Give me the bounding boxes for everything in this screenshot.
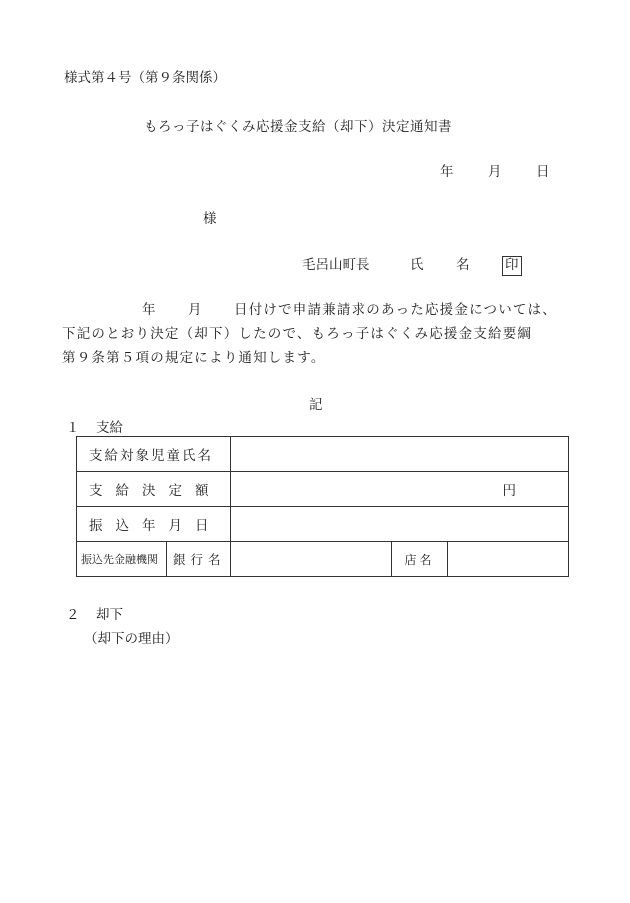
section-1-label: 支給 [96, 420, 123, 436]
body-line-2: 下記のとおり決定（却下）したので、もろっ子はぐくみ応援金支給要綱 [62, 326, 533, 342]
seal-mark: 印 [502, 256, 522, 276]
body-line-3: 第９条第５項の規定により通知します。 [62, 350, 326, 366]
table-row [77, 472, 569, 507]
issuer-line [302, 253, 522, 276]
issuer-name-label-shi: 氏 [410, 257, 424, 273]
rejection-reason-label: （却下の理由） [84, 631, 179, 647]
recipient-suffix: 様 [203, 211, 217, 227]
table-row [77, 507, 569, 542]
date-day-label: 日 [536, 164, 550, 180]
body-month-label: 月 [188, 302, 203, 318]
body-line-1 [62, 298, 557, 322]
date-month-label: 月 [488, 164, 502, 180]
section-2-number: ２ [66, 607, 80, 623]
branch-label: 店名 [392, 542, 448, 577]
child-name-field[interactable] [231, 437, 569, 472]
section-1-number: １ [66, 420, 80, 436]
date-year-label: 年 [440, 164, 454, 180]
amount-field[interactable] [231, 472, 569, 507]
transfer-date-field[interactable] [231, 507, 569, 542]
amount-label: 支給決定額 [77, 472, 231, 507]
payment-table [76, 436, 569, 577]
ki-heading: 記 [309, 397, 323, 413]
section-2-heading [66, 603, 123, 623]
transfer-date-label: 振込年月日 [77, 507, 231, 542]
bank-name-label: 銀行名 [167, 542, 231, 577]
body-year-label: 年 [142, 302, 157, 318]
body-line-1-text: 日付けで申請兼請求のあった応援金については、 [234, 302, 557, 318]
document-title: もろっ子はぐくみ応援金支給（却下）決定通知書 [144, 119, 452, 135]
branch-field[interactable] [448, 542, 569, 577]
form-number: 様式第４号（第９条関係） [64, 70, 226, 86]
section-1-heading [66, 416, 123, 436]
section-2-label: 却下 [96, 607, 123, 623]
child-name-label: 支給対象児童氏名 [77, 437, 231, 472]
yen-unit: 円 [502, 483, 517, 499]
issuer-title: 毛呂山町長 [302, 257, 370, 273]
issue-date [440, 160, 550, 180]
bank-label: 振込先金融機関 [77, 542, 167, 577]
issuer-name-label-mei: 名 [456, 257, 470, 273]
table-row [77, 437, 569, 472]
bank-name-field[interactable] [231, 542, 392, 577]
table-row [77, 542, 569, 577]
notice-body [62, 298, 557, 370]
